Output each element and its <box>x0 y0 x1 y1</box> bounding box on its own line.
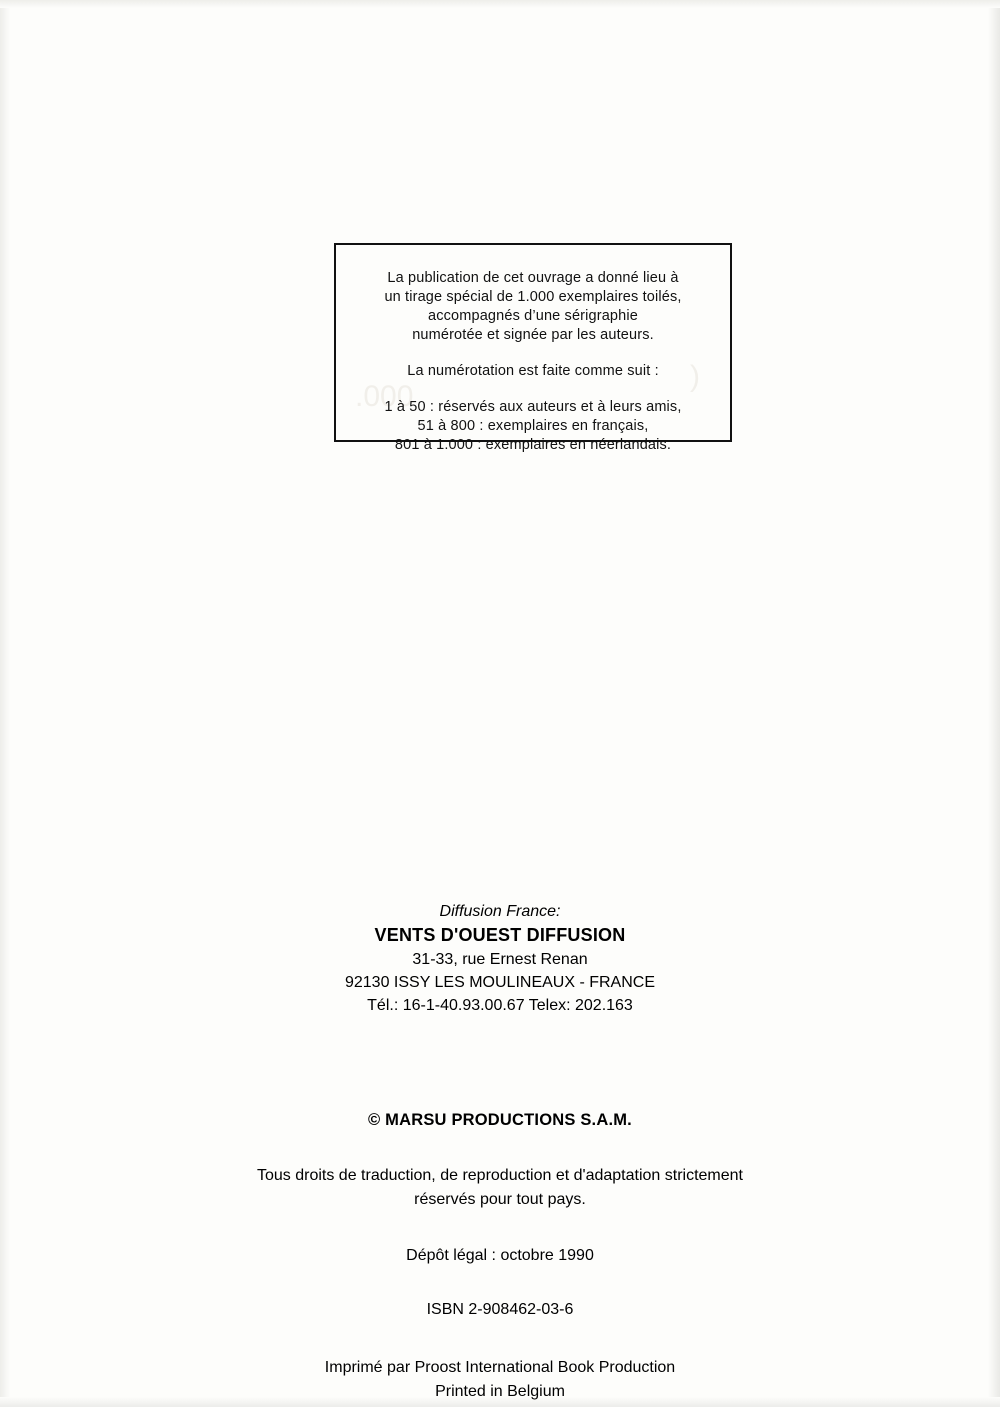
distribution-block <box>0 900 1000 1017</box>
legal-block <box>0 1108 1000 1404</box>
distributor-contact: Tél.: 16-1-40.93.00.67 Telex: 202.163 <box>367 997 633 1014</box>
legal-deposit: Dépôt légal : octobre 1990 <box>406 1247 594 1264</box>
printer-line: Printed in Belgium <box>435 1383 565 1400</box>
distribution-label: Diffusion France: <box>439 903 561 920</box>
rights-line: réservés pour tout pays. <box>414 1191 586 1208</box>
rights-statement <box>0 1164 1000 1212</box>
notice-line: La publication de cet ouvrage a donné lieu à <box>387 270 679 286</box>
notice-paragraph-numbering-intro <box>336 362 730 381</box>
notice-line: 51 à 800 : exemplaires en français, <box>417 418 649 434</box>
paper-ghost-mark: .000 <box>355 380 414 413</box>
notice-paragraph-numbering-breakdown <box>336 398 730 455</box>
notice-line: 801 à 1.000 : exemplaires en néerlandais. <box>394 437 672 453</box>
notice-line: un tirage spécial de 1.000 exemplaires toilés, <box>384 289 682 305</box>
isbn: ISBN 2-908462-03-6 <box>426 1301 574 1318</box>
notice-line: La numérotation est faite comme suit : <box>407 363 659 379</box>
notice-line: numérotée et signée par les auteurs. <box>412 327 654 343</box>
notice-line: 1 à 50 : réservés aux auteurs et à leurs amis, <box>384 399 682 415</box>
printer-line: Imprimé par Proost International Book Production <box>324 1359 676 1376</box>
distributor-address-line2: 92130 ISSY LES MOULINEAUX - FRANCE <box>344 974 656 991</box>
distributor-address-line1: 31-33, rue Ernest Renan <box>412 951 588 968</box>
limited-edition-notice-box <box>334 243 732 453</box>
page-edge-top <box>0 0 1000 8</box>
notice-paragraph-printing <box>336 269 730 345</box>
copyright-notice: © MARSU PRODUCTIONS S.A.M. <box>368 1111 632 1129</box>
printer-info <box>0 1356 1000 1404</box>
rights-line: Tous droits de traduction, de reproduction et d'adaptation strictement <box>256 1167 743 1184</box>
paper-ghost-mark: ) <box>690 360 700 393</box>
distributor-name: VENTS D'OUEST DIFFUSION <box>374 925 626 945</box>
limited-edition-notice-text <box>336 245 730 455</box>
notice-line: accompagnés d’une sérigraphie <box>428 308 638 324</box>
